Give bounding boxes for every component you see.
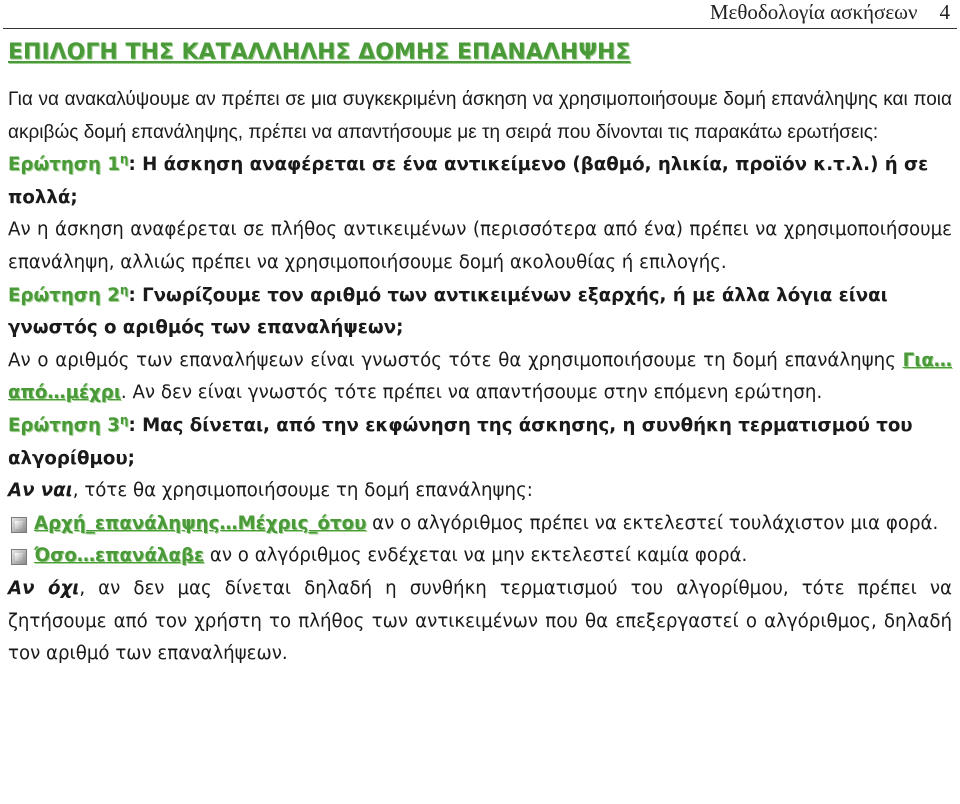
square-bullet-icon	[11, 549, 27, 565]
question-1-answer: Αν η άσκηση αναφέρεται σε πλήθος αντικειμένων (περισσότερα από ένα) πρέπει να χρησιμοποιήσουμε επανάληψη, αλλιώς πρέπει να χρησιμοποιήσουμε δομή ακολουθίας ή επιλογής.	[8, 219, 952, 273]
answer-yes-label: Αν ναι	[8, 480, 73, 502]
bullet-while: Όσο…επανάλαβε αν ο αλγόριθμος ενδέχεται να μην εκτελεστεί καμία φορά.	[8, 540, 952, 573]
question-3-text: Μας δίνεται, από την εκφώνηση της άσκησης, η συνθήκη τερματισμού του αλγορίθμου;	[8, 414, 913, 469]
answer-no-label: Αν όχι	[8, 577, 80, 599]
header-rule	[3, 28, 957, 29]
repeat-until-structure: Αρχή_επανάληψης…Μέχρις_ότου	[34, 512, 367, 534]
page-header	[710, 0, 950, 25]
question-2-text: Γνωρίζουμε τον αριθμό των αντικειμένων εξαρχής, ή με άλλα λόγια είναι γνωστός ο αριθμός των επαναλήψεων;	[8, 284, 888, 339]
while-structure: Όσο…επανάλαβε	[34, 545, 205, 567]
header-title: Μεθοδολογία ασκήσεων	[709, 0, 918, 24]
for-loop-structure: Για…από…μέχρι	[8, 349, 952, 404]
page-number: 4	[939, 0, 950, 24]
question-1-label: Ερώτηση $1^\eta$	[8, 152, 129, 176]
question-2-label: Ερώτηση $2^\eta$	[8, 282, 129, 306]
bullet-repeat-until: Αρχή_επανάληψης…Μέχρις_ότου αν ο αλγόριθμος πρέπει να εκτελεστεί τουλάχιστον μια φορά.	[8, 508, 952, 541]
answer-no: Αν όχι, αν δεν μας δίνεται δηλαδή η συνθήκη τερματισμού του αλγορίθμου, τότε πρέπει να ζητήσουμε από τον χρήστη το πλήθος των αντικειμένων που θα επεξεργαστεί ο αλγόριθμος, δηλαδή τον αριθμό των επαναλήψεων.	[8, 577, 953, 665]
document-body	[8, 84, 952, 671]
question-2-answer: Αν ο αριθμός των επαναλήψεων είναι γνωστός τότε θα χρησιμοποιήσουμε τη δομή επανάληψης Για…από…μέχρι. Αν δεν είναι γνωστός τότε πρέπει να απαντήσουμε στην επόμενη ερώτηση.	[8, 349, 952, 404]
answer-yes: Αν ναι, τότε θα χρησιμοποιήσουμε τη δομή επανάληψης:	[8, 480, 533, 502]
intro-paragraph: Για να ανακαλύψουμε αν πρέπει σε μια συγκεκριμένη άσκηση να χρησιμοποιήσουμε δομή επανάληψης και ποια ακριβώς δομή επανάληψης, πρέπει να απαντήσουμε με τη σειρά που δίνονται τις παρακάτω ερωτήσεις:	[8, 89, 952, 143]
question-1-text: Η άσκηση αναφέρεται σε ένα αντικείμενο (βαθμό, ηλικία, προϊόν κ.τ.λ.) ή σε πολλά;	[8, 154, 929, 208]
question-3-label: Ερώτηση $3^\eta$	[8, 412, 129, 436]
question-1: Ερώτηση $1^\eta$: Η άσκηση αναφέρεται σε ένα αντικείμενο (βαθμό, ηλικία, προϊόν κ.τ.λ.) ή σε πολλά;	[8, 152, 929, 208]
section-title: ΕΠΙΛΟΓΗ ΤΗΣ ΚΑΤΑΛΛΗΛΗΣ ΔΟΜΗΣ ΕΠΑΝΑΛΗΨΗΣ	[8, 40, 631, 65]
question-3: Ερώτηση $3^\eta$: Μας δίνεται, από την εκφώνηση της άσκησης, η συνθήκη τερματισμού του αλγορίθμου;	[8, 412, 913, 469]
square-bullet-icon	[11, 517, 27, 533]
question-2: Ερώτηση $2^\eta$: Γνωρίζουμε τον αριθμό των αντικειμένων εξαρχής, ή με άλλα λόγια είναι γνωστός ο αριθμός των επαναλήψεων;	[8, 282, 888, 339]
